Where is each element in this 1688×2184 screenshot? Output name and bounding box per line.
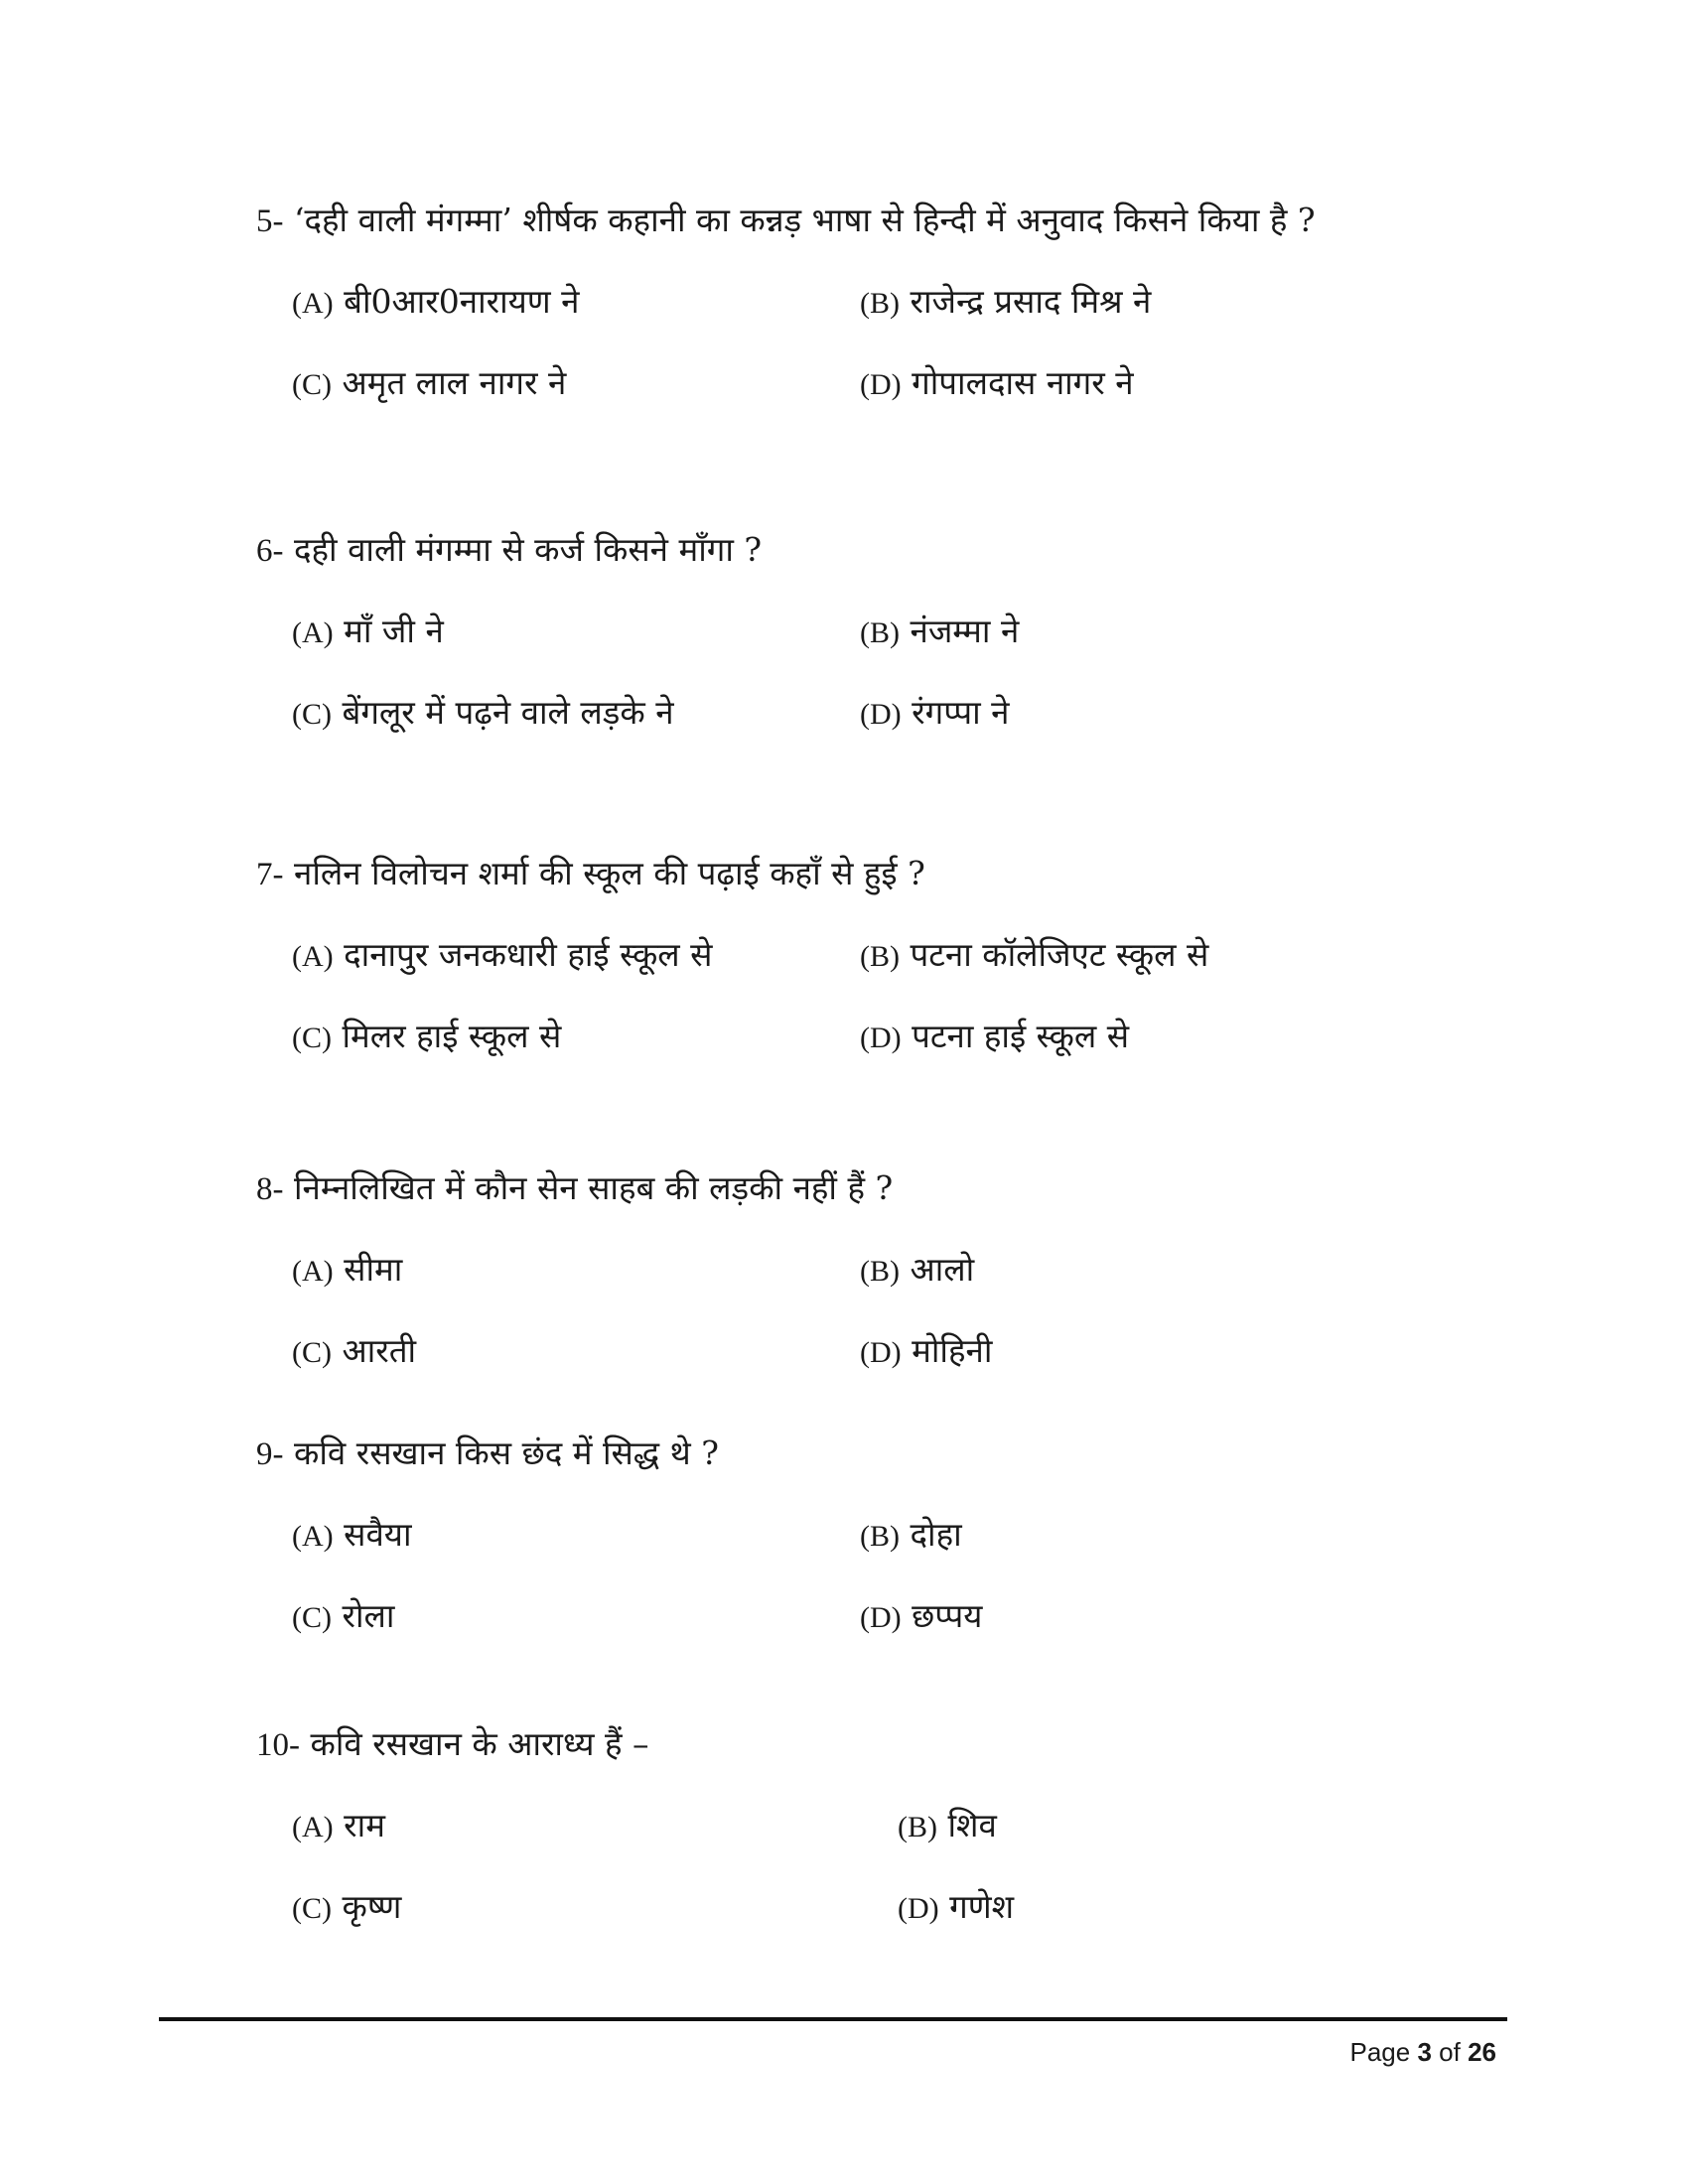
option-5b bbox=[860, 280, 1151, 326]
question-7 bbox=[256, 852, 925, 896]
option-6d bbox=[860, 691, 1010, 737]
option-7a bbox=[292, 933, 712, 979]
option-8b bbox=[860, 1248, 974, 1294]
option-9d bbox=[860, 1594, 982, 1640]
page-current: 3 bbox=[1417, 2037, 1432, 2067]
question-number: 5- bbox=[256, 204, 284, 239]
option-9c bbox=[292, 1594, 394, 1640]
page-word: Page bbox=[1349, 2037, 1411, 2067]
option-text: दानापुर जनकधारी हाई स्कूल से bbox=[344, 935, 713, 974]
option-letter: (D) bbox=[898, 1892, 939, 1925]
option-letter: (B) bbox=[860, 616, 900, 649]
option-text: गोपालदास नागर ने bbox=[912, 363, 1134, 402]
option-5a bbox=[292, 280, 579, 326]
question-text: कवि रसखान किस छंद में सिद्ध थे ? bbox=[294, 1433, 719, 1472]
question-text: निम्नलिखित में कौन सेन साहब की लड़की नहीं हैं ? bbox=[294, 1168, 894, 1207]
option-10a bbox=[292, 1804, 385, 1849]
option-letter: (D) bbox=[860, 1336, 902, 1369]
option-text: दोहा bbox=[910, 1515, 962, 1554]
option-letter: (D) bbox=[860, 1601, 902, 1634]
option-text: रोला bbox=[342, 1596, 395, 1635]
option-text: आरती bbox=[342, 1331, 417, 1370]
page-number bbox=[1349, 2035, 1496, 2069]
question-number: 10- bbox=[256, 1727, 300, 1763]
option-9a bbox=[292, 1513, 412, 1559]
option-text: पटना हाई स्कूल से bbox=[912, 1017, 1129, 1055]
option-text: मिलर हाई स्कूल से bbox=[342, 1017, 562, 1055]
page-of: of bbox=[1439, 2037, 1461, 2067]
question-5 bbox=[256, 199, 1316, 243]
option-letter: (A) bbox=[292, 1255, 334, 1288]
question-10 bbox=[256, 1722, 649, 1767]
option-letter: (C) bbox=[292, 1336, 332, 1369]
option-7c bbox=[292, 1015, 561, 1060]
question-text: दही वाली मंगम्मा से कर्ज किसने माँगा ? bbox=[294, 530, 763, 569]
option-letter: (D) bbox=[860, 368, 902, 401]
question-number: 6- bbox=[256, 533, 284, 569]
option-text: बी0आर0नारायण ने bbox=[344, 282, 580, 321]
option-letter: (C) bbox=[292, 368, 332, 401]
option-letter: (A) bbox=[292, 287, 334, 320]
option-text: राजेन्द्र प्रसाद मिश्र ने bbox=[910, 282, 1152, 321]
option-8d bbox=[860, 1329, 992, 1375]
option-9b bbox=[860, 1513, 962, 1559]
footer-divider bbox=[159, 2017, 1507, 2021]
question-8 bbox=[256, 1166, 893, 1211]
option-text: राम bbox=[344, 1806, 385, 1844]
option-letter: (B) bbox=[860, 940, 900, 973]
option-10d bbox=[898, 1885, 1014, 1931]
option-text: अमृत लाल नागर ने bbox=[342, 363, 567, 402]
option-text: गणेश bbox=[949, 1887, 1015, 1926]
option-letter: (A) bbox=[292, 940, 334, 973]
option-5c bbox=[292, 361, 566, 407]
option-letter: (A) bbox=[292, 616, 334, 649]
option-letter: (D) bbox=[860, 1022, 902, 1054]
option-text: रंगप्पा ने bbox=[912, 693, 1010, 732]
option-6c bbox=[292, 691, 674, 737]
option-5d bbox=[860, 361, 1134, 407]
question-number: 7- bbox=[256, 857, 284, 892]
question-6 bbox=[256, 528, 762, 573]
option-text: सीमा bbox=[344, 1250, 403, 1289]
option-text: माँ जी ने bbox=[344, 612, 444, 650]
option-8c bbox=[292, 1329, 416, 1375]
option-letter: (C) bbox=[292, 698, 332, 731]
option-text: शिव bbox=[947, 1806, 997, 1844]
option-letter: (A) bbox=[292, 1811, 334, 1843]
question-text: ‘दही वाली मंगम्मा’ शीर्षक कहानी का कन्नड़ भाषा से हिन्दी में अनुवाद किसने किया है ? bbox=[294, 201, 1316, 239]
option-text: पटना कॉलेजिएट स्कूल से bbox=[910, 935, 1209, 974]
option-10b bbox=[898, 1804, 997, 1849]
question-number: 9- bbox=[256, 1436, 284, 1472]
option-letter: (C) bbox=[292, 1892, 332, 1925]
question-text: नलिन विलोचन शर्मा की स्कूल की पढ़ाई कहाँ से हुई ? bbox=[294, 854, 925, 892]
option-text: कृष्ण bbox=[342, 1887, 402, 1926]
option-10c bbox=[292, 1885, 401, 1931]
option-letter: (B) bbox=[898, 1811, 937, 1843]
page-total: 26 bbox=[1468, 2037, 1496, 2067]
option-text: मोहिनी bbox=[912, 1331, 993, 1370]
option-7d bbox=[860, 1015, 1129, 1060]
option-letter: (D) bbox=[860, 698, 902, 731]
option-letter: (B) bbox=[860, 1520, 900, 1553]
option-6b bbox=[860, 610, 1019, 655]
option-text: छप्पय bbox=[912, 1596, 983, 1635]
option-letter: (C) bbox=[292, 1601, 332, 1634]
option-letter: (B) bbox=[860, 1255, 900, 1288]
question-text: कवि रसखान के आराध्य हैं – bbox=[310, 1724, 649, 1763]
option-text: आलो bbox=[910, 1250, 975, 1289]
option-letter: (A) bbox=[292, 1520, 334, 1553]
option-letter: (B) bbox=[860, 287, 900, 320]
option-text: नंजम्मा ने bbox=[910, 612, 1020, 650]
question-9 bbox=[256, 1432, 719, 1476]
option-8a bbox=[292, 1248, 402, 1294]
option-text: बेंगलूर में पढ़ने वाले लड़के ने bbox=[342, 693, 674, 732]
option-6a bbox=[292, 610, 444, 655]
option-letter: (C) bbox=[292, 1022, 332, 1054]
option-text: सवैया bbox=[344, 1515, 412, 1554]
option-7b bbox=[860, 933, 1208, 979]
question-number: 8- bbox=[256, 1171, 284, 1207]
